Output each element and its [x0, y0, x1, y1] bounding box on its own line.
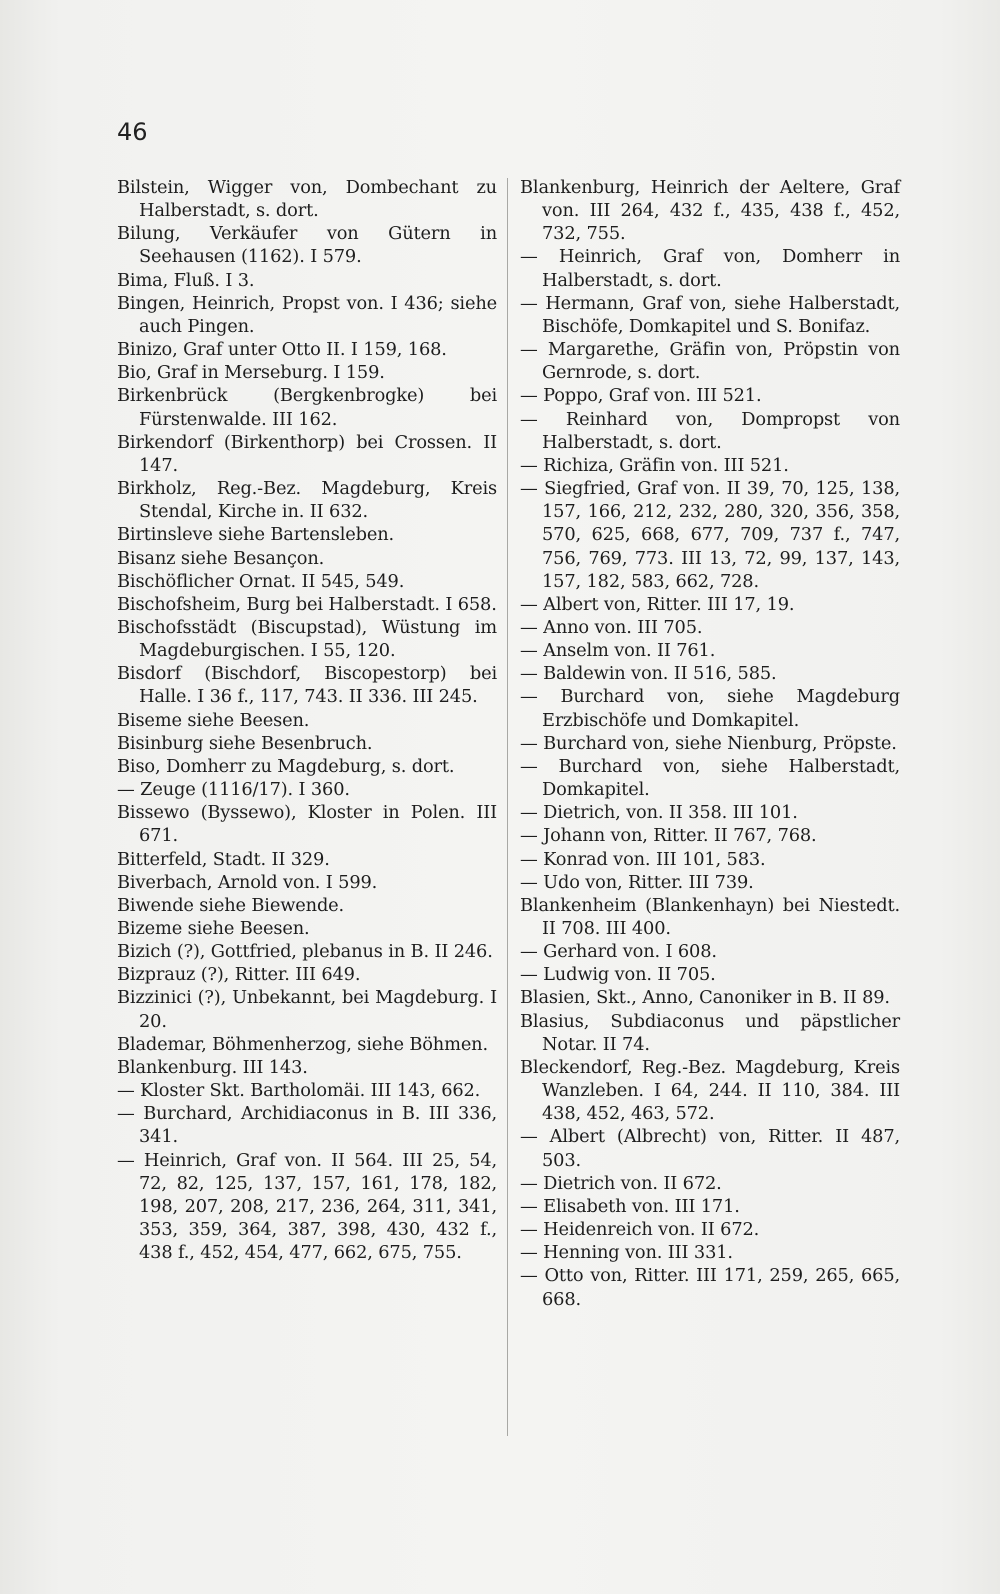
- index-entry: — Anselm von. II 761.: [520, 640, 716, 662]
- page-number: 46: [117, 118, 148, 146]
- index-entry: Biwende siehe Biewende.: [117, 894, 345, 916]
- index-entry: Birtinsleve siehe Bartensleben.: [117, 524, 395, 546]
- index-entry: Binizo, Graf unter Otto II. I 159, 168.: [117, 339, 447, 361]
- index-entry: — Gerhard von. I 608.: [520, 941, 717, 963]
- index-entry: — Reinhard von, Dompropst von Halberstadt, s. dort.: [520, 408, 900, 453]
- index-entry: — Zeuge (1116/17). I 360.: [117, 779, 350, 801]
- index-entry: — Heinrich, Graf von, Domherr in Halberstadt, s. dort.: [520, 246, 900, 291]
- index-entry: Blankenburg. III 143.: [117, 1056, 308, 1078]
- index-entry: — Udo von, Ritter. III 739.: [520, 871, 754, 893]
- index-entry: — Baldewin von. II 516, 585.: [520, 663, 777, 685]
- index-entry: — Burchard, Archidiaconus in B. III 336, 341.: [117, 1103, 497, 1148]
- index-entry: — Otto von, Ritter. III 171, 259, 265, 665, 668.: [520, 1265, 900, 1310]
- index-entry: Bio, Graf in Merseburg. I 159.: [117, 362, 385, 384]
- index-entry: Blademar, Böhmenherzog, siehe Böhmen.: [117, 1033, 488, 1055]
- index-entry: Biso, Domherr zu Magdeburg, s. dort.: [117, 755, 455, 777]
- index-entry: — Ludwig von. II 705.: [520, 964, 716, 986]
- index-entry: — Konrad von. III 101, 583.: [520, 848, 766, 870]
- index-entry: — Poppo, Graf von. III 521.: [520, 385, 762, 407]
- index-entry: Blasien, Skt., Anno, Canoniker in B. II 89.: [520, 987, 890, 1009]
- index-entry: Bilstein, Wigger von, Dombechant zu Halberstadt, s. dort.: [117, 177, 497, 222]
- index-entry: — Burchard von, siehe Magdeburg Erzbischöfe und Domkapitel.: [520, 686, 900, 731]
- index-entry: Bischöflicher Ornat. II 545, 549.: [117, 570, 405, 592]
- index-entry: — Johann von, Ritter. II 767, 768.: [520, 825, 817, 847]
- index-entry: — Burchard von, siehe Nienburg, Pröpste.: [520, 732, 897, 754]
- index-entry: — Anno von. III 705.: [520, 616, 703, 638]
- index-entry: Bizich (?), Gottfried, plebanus in B. II 246.: [117, 941, 493, 963]
- index-entry: — Siegfried, Graf von. II 39, 70, 125, 138, 157, 166, 212, 232, 280, 320, 356, 358, 570, 625, 668, 677, 709, 737 f., 747, 756, 769, 773. III 13, 72, 99, 137, 143, 157, 182, 583, 662, 728.: [520, 478, 900, 592]
- index-entry: — Elisabeth von. III 171.: [520, 1195, 740, 1217]
- index-entry: — Dietrich, von. II 358. III 101.: [520, 802, 798, 824]
- index-entry: Bleckendorf, Reg.-Bez. Magdeburg, Kreis Wanzleben. I 64, 244. II 110, 384. III 438, 452, 463, 572.: [520, 1056, 900, 1125]
- index-entry: Bima, Fluß. I 3.: [117, 269, 255, 291]
- left-column: [117, 176, 497, 1264]
- index-entry: Birkenbrück (Bergkenbrogke) bei Fürstenwalde. III 162.: [117, 385, 497, 430]
- index-entry: Bingen, Heinrich, Propst von. I 436; siehe auch Pingen.: [117, 292, 497, 337]
- index-entry: Blankenburg, Heinrich der Aeltere, Graf von. III 264, 432 f., 435, 438 f., 452, 732, 755.: [520, 177, 900, 245]
- index-entry: Bischofsstädt (Biscupstad), Wüstung im Magdeburgischen. I 55, 120.: [117, 616, 497, 662]
- index-entry: — Heinrich, Graf von. II 564. III 25, 54, 72, 82, 125, 137, 157, 161, 178, 182, 198, 207, 208, 217, 236, 264, 311, 341, 353, 359, 364, 387, 398, 430, 432 f., 438 f., 452, 454, 477, 662, 675, 755.: [117, 1149, 497, 1264]
- index-entry: Bissewo (Byssewo), Kloster in Polen. III 671.: [117, 802, 497, 847]
- right-column: [520, 176, 900, 1311]
- index-entry: — Albert (Albrecht) von, Ritter. II 487, 503.: [520, 1126, 900, 1171]
- index-entry: — Kloster Skt. Bartholomäi. III 143, 662.: [117, 1080, 481, 1102]
- index-entry: Bisinburg siehe Besenbruch.: [117, 732, 373, 754]
- index-entry: Biverbach, Arnold von. I 599.: [117, 871, 378, 893]
- column-divider: [507, 178, 508, 1436]
- index-entry: — Heidenreich von. II 672.: [520, 1219, 760, 1241]
- index-entry: Bisanz siehe Besançon.: [117, 547, 325, 569]
- index-entry: — Albert von, Ritter. III 17, 19.: [520, 593, 795, 615]
- index-entry: — Burchard von, siehe Halberstadt, Domkapitel.: [520, 755, 900, 801]
- index-entry: — Dietrich von. II 672.: [520, 1172, 722, 1194]
- index-entry: Bisdorf (Bischdorf, Biscopestorp) bei Halle. I 36 f., 117, 743. II 336. III 245.: [117, 663, 497, 708]
- index-entry: Birkendorf (Birkenthorp) bei Crossen. II 147.: [117, 431, 497, 476]
- index-entry: Bischofsheim, Burg bei Halberstadt. I 658.: [117, 593, 497, 615]
- index-entry: Bizzinici (?), Unbekannt, bei Magdeburg. I 20.: [117, 987, 497, 1032]
- index-entry: Birkholz, Reg.-Bez. Magdeburg, Kreis Stendal, Kirche in. II 632.: [117, 478, 497, 523]
- index-entry: Bizeme siehe Beesen.: [117, 918, 310, 939]
- index-entry: Biseme siehe Beesen.: [117, 709, 310, 731]
- index-entry: Bitterfeld, Stadt. II 329.: [117, 848, 330, 870]
- index-entry: Bilung, Verkäufer von Gütern in Seehausen (1162). I 579.: [117, 223, 497, 268]
- index-entry: Blankenheim (Blankenhayn) bei Niestedt. II 708. III 400.: [520, 894, 900, 939]
- index-entry: Blasius, Subdiaconus und päpstlicher Notar. II 74.: [520, 1010, 900, 1055]
- index-entry: — Henning von. III 331.: [520, 1242, 733, 1264]
- index-entry: — Richiza, Gräfin von. III 521.: [520, 454, 789, 476]
- index-entry: — Margarethe, Gräfin von, Pröpstin von Gernrode, s. dort.: [520, 339, 900, 384]
- index-entry: — Hermann, Graf von, siehe Halberstadt, Bischöfe, Domkapitel und S. Bonifaz.: [520, 292, 900, 337]
- index-entry: Bizprauz (?), Ritter. III 649.: [117, 964, 361, 986]
